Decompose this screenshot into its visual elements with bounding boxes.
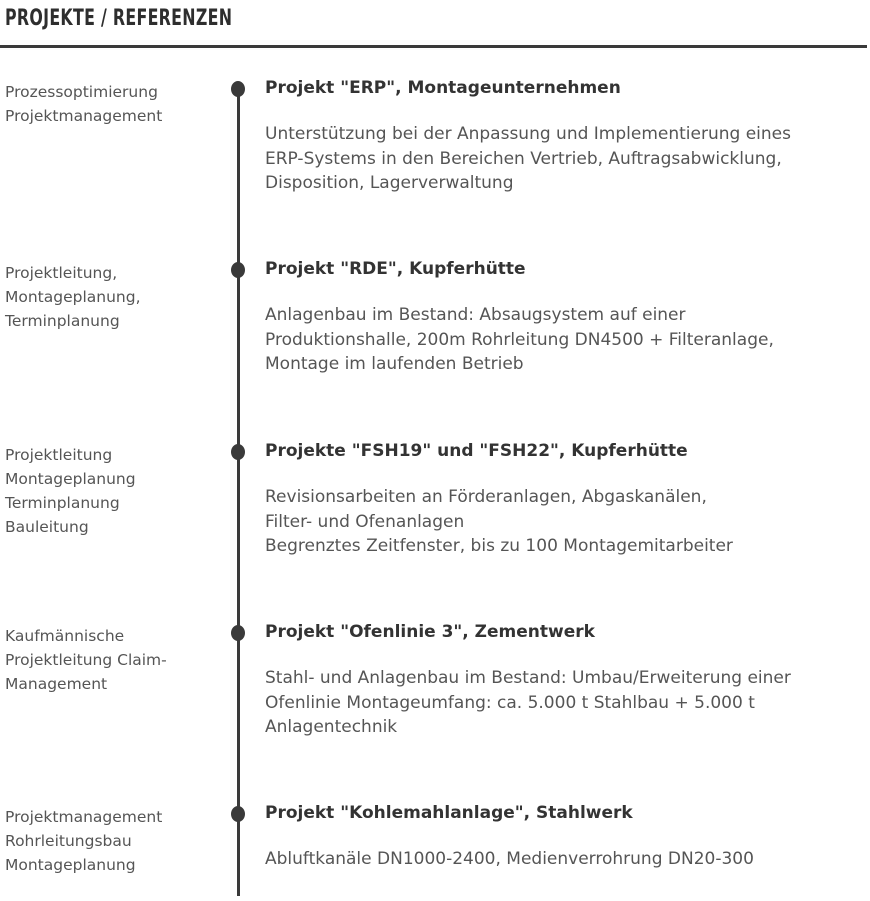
timeline-dot	[231, 262, 245, 278]
role-list	[5, 80, 220, 128]
role-item: Bauleitung	[5, 518, 89, 536]
timeline-dot	[231, 81, 245, 97]
project-description	[265, 122, 865, 196]
description-line: Begrenztes Zeitfenster, bis zu 100 Montagemitarbeiter	[265, 536, 733, 556]
project-title: Projekt "Kohlemahlanlage", Stahlwerk	[265, 803, 633, 823]
project-title: Projekte "FSH19" und "FSH22", Kupferhütte	[265, 441, 688, 461]
description-line: Anlagenbau im Bestand: Absaugsystem auf einer	[265, 305, 686, 325]
role-item: Montageplanung	[5, 470, 136, 488]
timeline-dot	[231, 444, 245, 460]
role-item: Projektleitung	[5, 446, 113, 464]
section-title: PROJEKTE / REFERENZEN	[5, 6, 233, 31]
project-title: Projekt "Ofenlinie 3", Zementwerk	[265, 622, 595, 642]
timeline-line	[237, 83, 240, 896]
description-line: ERP-Systems in den Bereichen Vertrieb, Auftragsabwicklung,	[265, 148, 782, 169]
role-item: Prozessoptimierung	[5, 83, 158, 101]
role-item: Terminplanung	[5, 312, 120, 330]
description-line: Abluftkanäle DN1000-2400, Medienverrohrung DN20-300	[265, 849, 754, 869]
role-item: Terminplanung	[5, 494, 120, 512]
description-line: Ofenlinie Montageumfang: ca. 5.000 t Stahlbau + 5.000 t	[265, 692, 755, 713]
role-list	[5, 624, 220, 696]
timeline-dot	[231, 625, 245, 641]
description-line: Stahl- und Anlagenbau im Bestand: Umbau/Erweiterung einer	[265, 668, 791, 688]
description-line: Disposition, Lagerverwaltung	[265, 173, 514, 193]
project-description	[265, 303, 865, 377]
role-item: Projektmanagement	[5, 107, 163, 125]
description-line: Produktionshalle, 200m Rohrleitung DN4500 + Filteranlage,	[265, 329, 774, 350]
description-line: Revisionsarbeiten an Förderanlagen, Abgaskanälen,	[265, 487, 707, 507]
title-divider	[0, 45, 867, 48]
role-item: Rohrleitungsbau	[5, 832, 132, 850]
project-description	[265, 847, 865, 872]
project-title: Projekt "RDE", Kupferhütte	[265, 259, 526, 279]
project-description	[265, 485, 865, 559]
role-item: Projektleitung,	[5, 264, 118, 282]
description-line: Montage im laufenden Betrieb	[265, 354, 524, 374]
project-title: Projekt "ERP", Montageunternehmen	[265, 78, 621, 98]
role-item: Management	[5, 675, 108, 693]
project-description	[265, 666, 865, 740]
description-line: Anlagentechnik	[265, 717, 398, 737]
role-item: Projektleitung Claim-	[5, 651, 167, 669]
timeline-dot	[231, 806, 245, 822]
description-line: Filter- und Ofenanlagen	[265, 511, 465, 532]
role-item: Projektmanagement	[5, 808, 163, 826]
description-line: Unterstützung bei der Anpassung und Implementierung eines	[265, 124, 791, 144]
role-list	[5, 805, 220, 877]
role-list	[5, 261, 220, 333]
role-item: Kaufmännische	[5, 627, 125, 645]
role-item: Montageplanung,	[5, 288, 141, 306]
role-item: Montageplanung	[5, 856, 136, 874]
role-list	[5, 443, 220, 539]
